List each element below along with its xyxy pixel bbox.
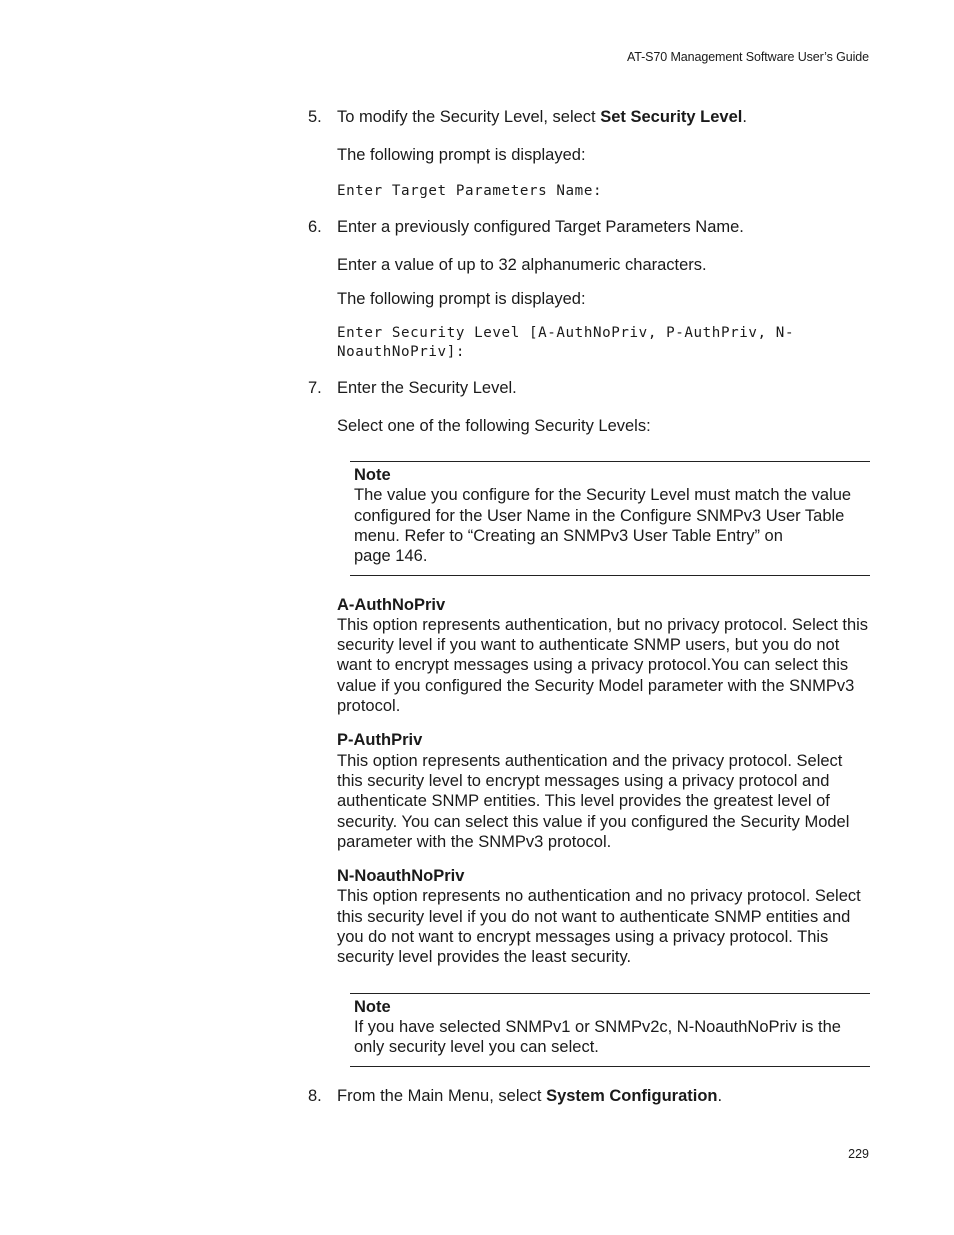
value-limit-text: Enter a value of up to 32 alphanumeric characters. bbox=[337, 255, 707, 274]
step-text: Enter the Security Level. bbox=[337, 379, 517, 398]
note-text-page-ref: page 146. bbox=[354, 547, 428, 566]
step-text: Enter a previously configured Target Parameters Name. bbox=[337, 217, 744, 236]
step-number: 8. bbox=[308, 1086, 322, 1105]
option-title: A-AuthNoPriv bbox=[337, 595, 446, 614]
step-number: 6. bbox=[308, 217, 322, 236]
option-n-noauthnopriv bbox=[337, 866, 870, 967]
note-title: Note bbox=[354, 997, 391, 1016]
option-p-authpriv bbox=[337, 730, 870, 852]
prompt-security-level-line1: Enter Security Level [A-AuthNoPriv, P-AuthPriv, N- bbox=[337, 325, 795, 342]
step-text bbox=[337, 1086, 870, 1106]
option-description: This option represents no authentication and no privacy protocol. Select this security level if you do not want to authenticate SNMP entities and you do not want to encrypt messages using a privacy protocol. This security level provides the least security. bbox=[337, 887, 861, 967]
note-text: If you have selected SNMPv1 or SNMPv2c, N-NoauthNoPriv is the only security level you can select. bbox=[354, 1017, 841, 1057]
option-a-authnopriv bbox=[337, 595, 870, 717]
note-box bbox=[350, 993, 870, 1067]
page-number: 229 bbox=[848, 1147, 869, 1161]
option-description: This option represents authentication, but no privacy protocol. Select this security level if you want to authenticate SNMP users, but you do not want to encrypt messages using a privacy protocol.You can select this value if you configured the Security Model parameter with the SNMPv3 protocol. bbox=[337, 615, 869, 716]
step-number: 7. bbox=[308, 379, 322, 398]
option-title: P-AuthPriv bbox=[337, 731, 423, 750]
step-8 bbox=[308, 1086, 870, 1106]
step-6 bbox=[308, 217, 870, 237]
prompt-intro: The following prompt is displayed: bbox=[337, 290, 586, 309]
step-text-after: . bbox=[742, 108, 747, 126]
step-5 bbox=[308, 107, 870, 127]
prompt-target-params: Enter Target Parameters Name: bbox=[337, 182, 603, 199]
menu-option-name: System Configuration bbox=[546, 1086, 718, 1105]
page-content bbox=[308, 107, 870, 1106]
option-title: N-NoauthNoPriv bbox=[337, 867, 465, 886]
prompt-security-level-line2: NoauthNoPriv]: bbox=[337, 344, 465, 361]
step-text-after: . bbox=[717, 1086, 723, 1105]
note-text bbox=[354, 485, 866, 566]
step-text-before: From the Main Menu, select bbox=[337, 1086, 547, 1105]
step-7 bbox=[308, 378, 870, 398]
step-text bbox=[337, 107, 870, 127]
option-description: This option represents authentication and the privacy protocol. Select this security level to encrypt messages using a privacy protocol and authenticate SNMP entities. This level provides the greatest level of security. You can select this value if you configured the Security Model parameter with the SNMPv3 protocol. bbox=[337, 751, 850, 851]
running-header: AT-S70 Management Software User’s Guide bbox=[626, 50, 869, 64]
select-one-text: Select one of the following Security Levels: bbox=[337, 416, 651, 435]
step-number: 5. bbox=[308, 108, 322, 126]
note-text-body: The value you configure for the Security Level must match the value configured for the User Name in the Configure SNMPv3 User Table menu. Refer to “Creating an SNMPv3 User Table Entry” on bbox=[354, 486, 852, 545]
menu-option-name: Set Security Level bbox=[600, 108, 743, 126]
note-title: Note bbox=[354, 466, 391, 485]
note-box bbox=[350, 461, 870, 575]
step-text-before: To modify the Security Level, select bbox=[337, 108, 601, 126]
prompt-intro: The following prompt is displayed: bbox=[337, 146, 586, 165]
